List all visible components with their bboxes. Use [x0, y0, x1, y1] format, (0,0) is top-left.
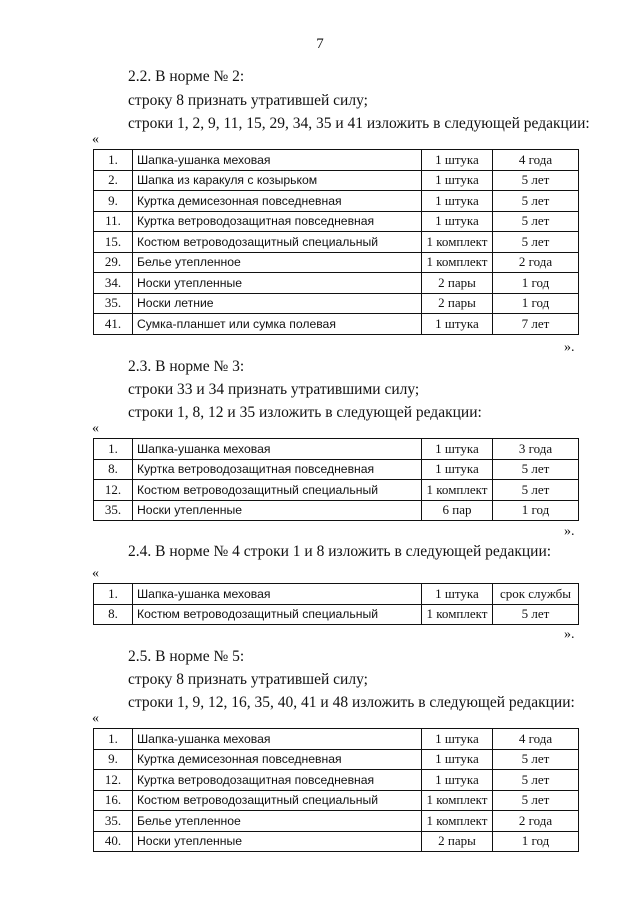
item-quantity: 1 штука [422, 211, 493, 232]
item-term: 1 год [493, 831, 579, 852]
row-number: 8. [94, 604, 133, 625]
table-row [94, 790, 579, 811]
table-row [94, 232, 579, 253]
item-term: 2 года [493, 811, 579, 832]
norm-table [93, 149, 579, 335]
table-row [94, 314, 579, 335]
row-number: 8. [94, 459, 133, 480]
item-term: 5 лет [493, 749, 579, 770]
item-name: Куртка демисезонная повседневная [133, 749, 422, 770]
item-term: 5 лет [493, 604, 579, 625]
item-name: Шапка-ушанка меховая [133, 439, 422, 460]
item-name: Куртка ветроводозащитная повседневная [133, 459, 422, 480]
item-name: Шапка-ушанка меховая [133, 584, 422, 605]
item-quantity: 1 штука [422, 170, 493, 191]
item-quantity: 1 штука [422, 439, 493, 460]
item-quantity: 2 пары [422, 293, 493, 314]
item-quantity: 1 штука [422, 459, 493, 480]
open-quote: « [92, 132, 99, 147]
item-quantity: 2 пары [422, 273, 493, 294]
item-name: Белье утепленное [133, 252, 422, 273]
table-row [94, 170, 579, 191]
table-row [94, 584, 579, 605]
table-row [94, 604, 579, 625]
table-row [94, 439, 579, 460]
row-number: 11. [94, 211, 133, 232]
row-number: 9. [94, 191, 133, 212]
row-number: 9. [94, 749, 133, 770]
item-quantity: 1 комплект [422, 790, 493, 811]
item-name: Костюм ветроводозащитный специальный [133, 604, 422, 625]
item-quantity: 1 комплект [422, 252, 493, 273]
table-row [94, 273, 579, 294]
close-quote: ». [564, 340, 575, 355]
row-number: 1. [94, 729, 133, 750]
item-name: Сумка-планшет или сумка полевая [133, 314, 422, 335]
row-number: 29. [94, 252, 133, 273]
row-number: 35. [94, 293, 133, 314]
open-quote: « [92, 566, 99, 581]
table-row [94, 459, 579, 480]
item-quantity: 1 комплект [422, 480, 493, 501]
section-heading: 2.5. В норме № 5: [128, 648, 245, 665]
item-term: 5 лет [493, 790, 579, 811]
open-quote: « [92, 711, 99, 726]
item-quantity: 1 штука [422, 150, 493, 171]
item-term: 5 лет [493, 232, 579, 253]
row-number: 34. [94, 273, 133, 294]
item-quantity: 1 штука [422, 191, 493, 212]
item-name: Носки летние [133, 293, 422, 314]
item-quantity: 1 штука [422, 770, 493, 791]
item-name: Шапка из каракуля с козырьком [133, 170, 422, 191]
close-quote: ». [564, 627, 575, 642]
item-term: 5 лет [493, 191, 579, 212]
item-term: 7 лет [493, 314, 579, 335]
item-name: Носки утепленные [133, 273, 422, 294]
row-number: 40. [94, 831, 133, 852]
section-text: строки 33 и 34 признать утратившими силу; [128, 381, 420, 398]
item-name: Шапка-ушанка меховая [133, 150, 422, 171]
row-number: 12. [94, 480, 133, 501]
table-row [94, 252, 579, 273]
item-quantity: 1 штука [422, 314, 493, 335]
item-quantity: 1 комплект [422, 232, 493, 253]
item-name: Куртка демисезонная повседневная [133, 191, 422, 212]
row-number: 41. [94, 314, 133, 335]
table-row [94, 831, 579, 852]
page-number: 7 [316, 36, 324, 52]
open-quote: « [92, 421, 99, 436]
item-term: 1 год [493, 500, 579, 521]
table-row [94, 749, 579, 770]
item-term: 3 года [493, 439, 579, 460]
section-text: строку 8 признать утратившей силу; [128, 92, 368, 109]
item-term: 1 год [493, 293, 579, 314]
row-number: 35. [94, 500, 133, 521]
item-name: Носки утепленные [133, 831, 422, 852]
row-number: 15. [94, 232, 133, 253]
table-row [94, 150, 579, 171]
section-text: строки 1, 2, 9, 11, 15, 29, 34, 35 и 41 изложить в следующей редакции: [128, 115, 590, 132]
item-term: 5 лет [493, 480, 579, 501]
section-heading: 2.2. В норме № 2: [128, 68, 245, 85]
item-name: Белье утепленное [133, 811, 422, 832]
section-text: строки 1, 8, 12 и 35 изложить в следующей редакции: [128, 404, 482, 421]
section-text: строку 8 признать утратившей силу; [128, 671, 368, 688]
item-quantity: 1 штука [422, 584, 493, 605]
norm-table [93, 583, 579, 625]
table-row [94, 729, 579, 750]
table-row [94, 293, 579, 314]
item-name: Носки утепленные [133, 500, 422, 521]
row-number: 35. [94, 811, 133, 832]
table-row [94, 500, 579, 521]
section-heading: 2.4. В норме № 4 строки 1 и 8 изложить в следующей редакции: [128, 543, 552, 560]
table-row [94, 811, 579, 832]
item-quantity: 1 штука [422, 749, 493, 770]
row-number: 1. [94, 584, 133, 605]
item-quantity: 1 штука [422, 729, 493, 750]
item-term: 5 лет [493, 459, 579, 480]
table-row [94, 191, 579, 212]
item-term: 5 лет [493, 170, 579, 191]
section-heading: 2.3. В норме № 3: [128, 358, 245, 375]
item-quantity: 1 комплект [422, 604, 493, 625]
norm-table [93, 438, 579, 521]
item-name: Куртка ветроводозащитная повседневная [133, 770, 422, 791]
item-quantity: 2 пары [422, 831, 493, 852]
item-term: срок службы [493, 584, 579, 605]
item-quantity: 6 пар [422, 500, 493, 521]
close-quote: ». [564, 524, 575, 539]
section-text: строки 1, 9, 12, 16, 35, 40, 41 и 48 изложить в следующей редакции: [128, 694, 575, 711]
item-name: Костюм ветроводозащитный специальный [133, 232, 422, 253]
table-row [94, 480, 579, 501]
item-name: Шапка-ушанка меховая [133, 729, 422, 750]
item-term: 5 лет [493, 211, 579, 232]
item-quantity: 1 комплект [422, 811, 493, 832]
row-number: 1. [94, 439, 133, 460]
norm-table [93, 728, 579, 852]
item-name: Костюм ветроводозащитный специальный [133, 790, 422, 811]
item-term: 4 года [493, 150, 579, 171]
row-number: 2. [94, 170, 133, 191]
item-term: 1 год [493, 273, 579, 294]
row-number: 16. [94, 790, 133, 811]
item-term: 5 лет [493, 770, 579, 791]
item-name: Куртка ветроводозащитная повседневная [133, 211, 422, 232]
table-row [94, 211, 579, 232]
item-name: Костюм ветроводозащитный специальный [133, 480, 422, 501]
row-number: 12. [94, 770, 133, 791]
table-row [94, 770, 579, 791]
item-term: 2 года [493, 252, 579, 273]
row-number: 1. [94, 150, 133, 171]
item-term: 4 года [493, 729, 579, 750]
